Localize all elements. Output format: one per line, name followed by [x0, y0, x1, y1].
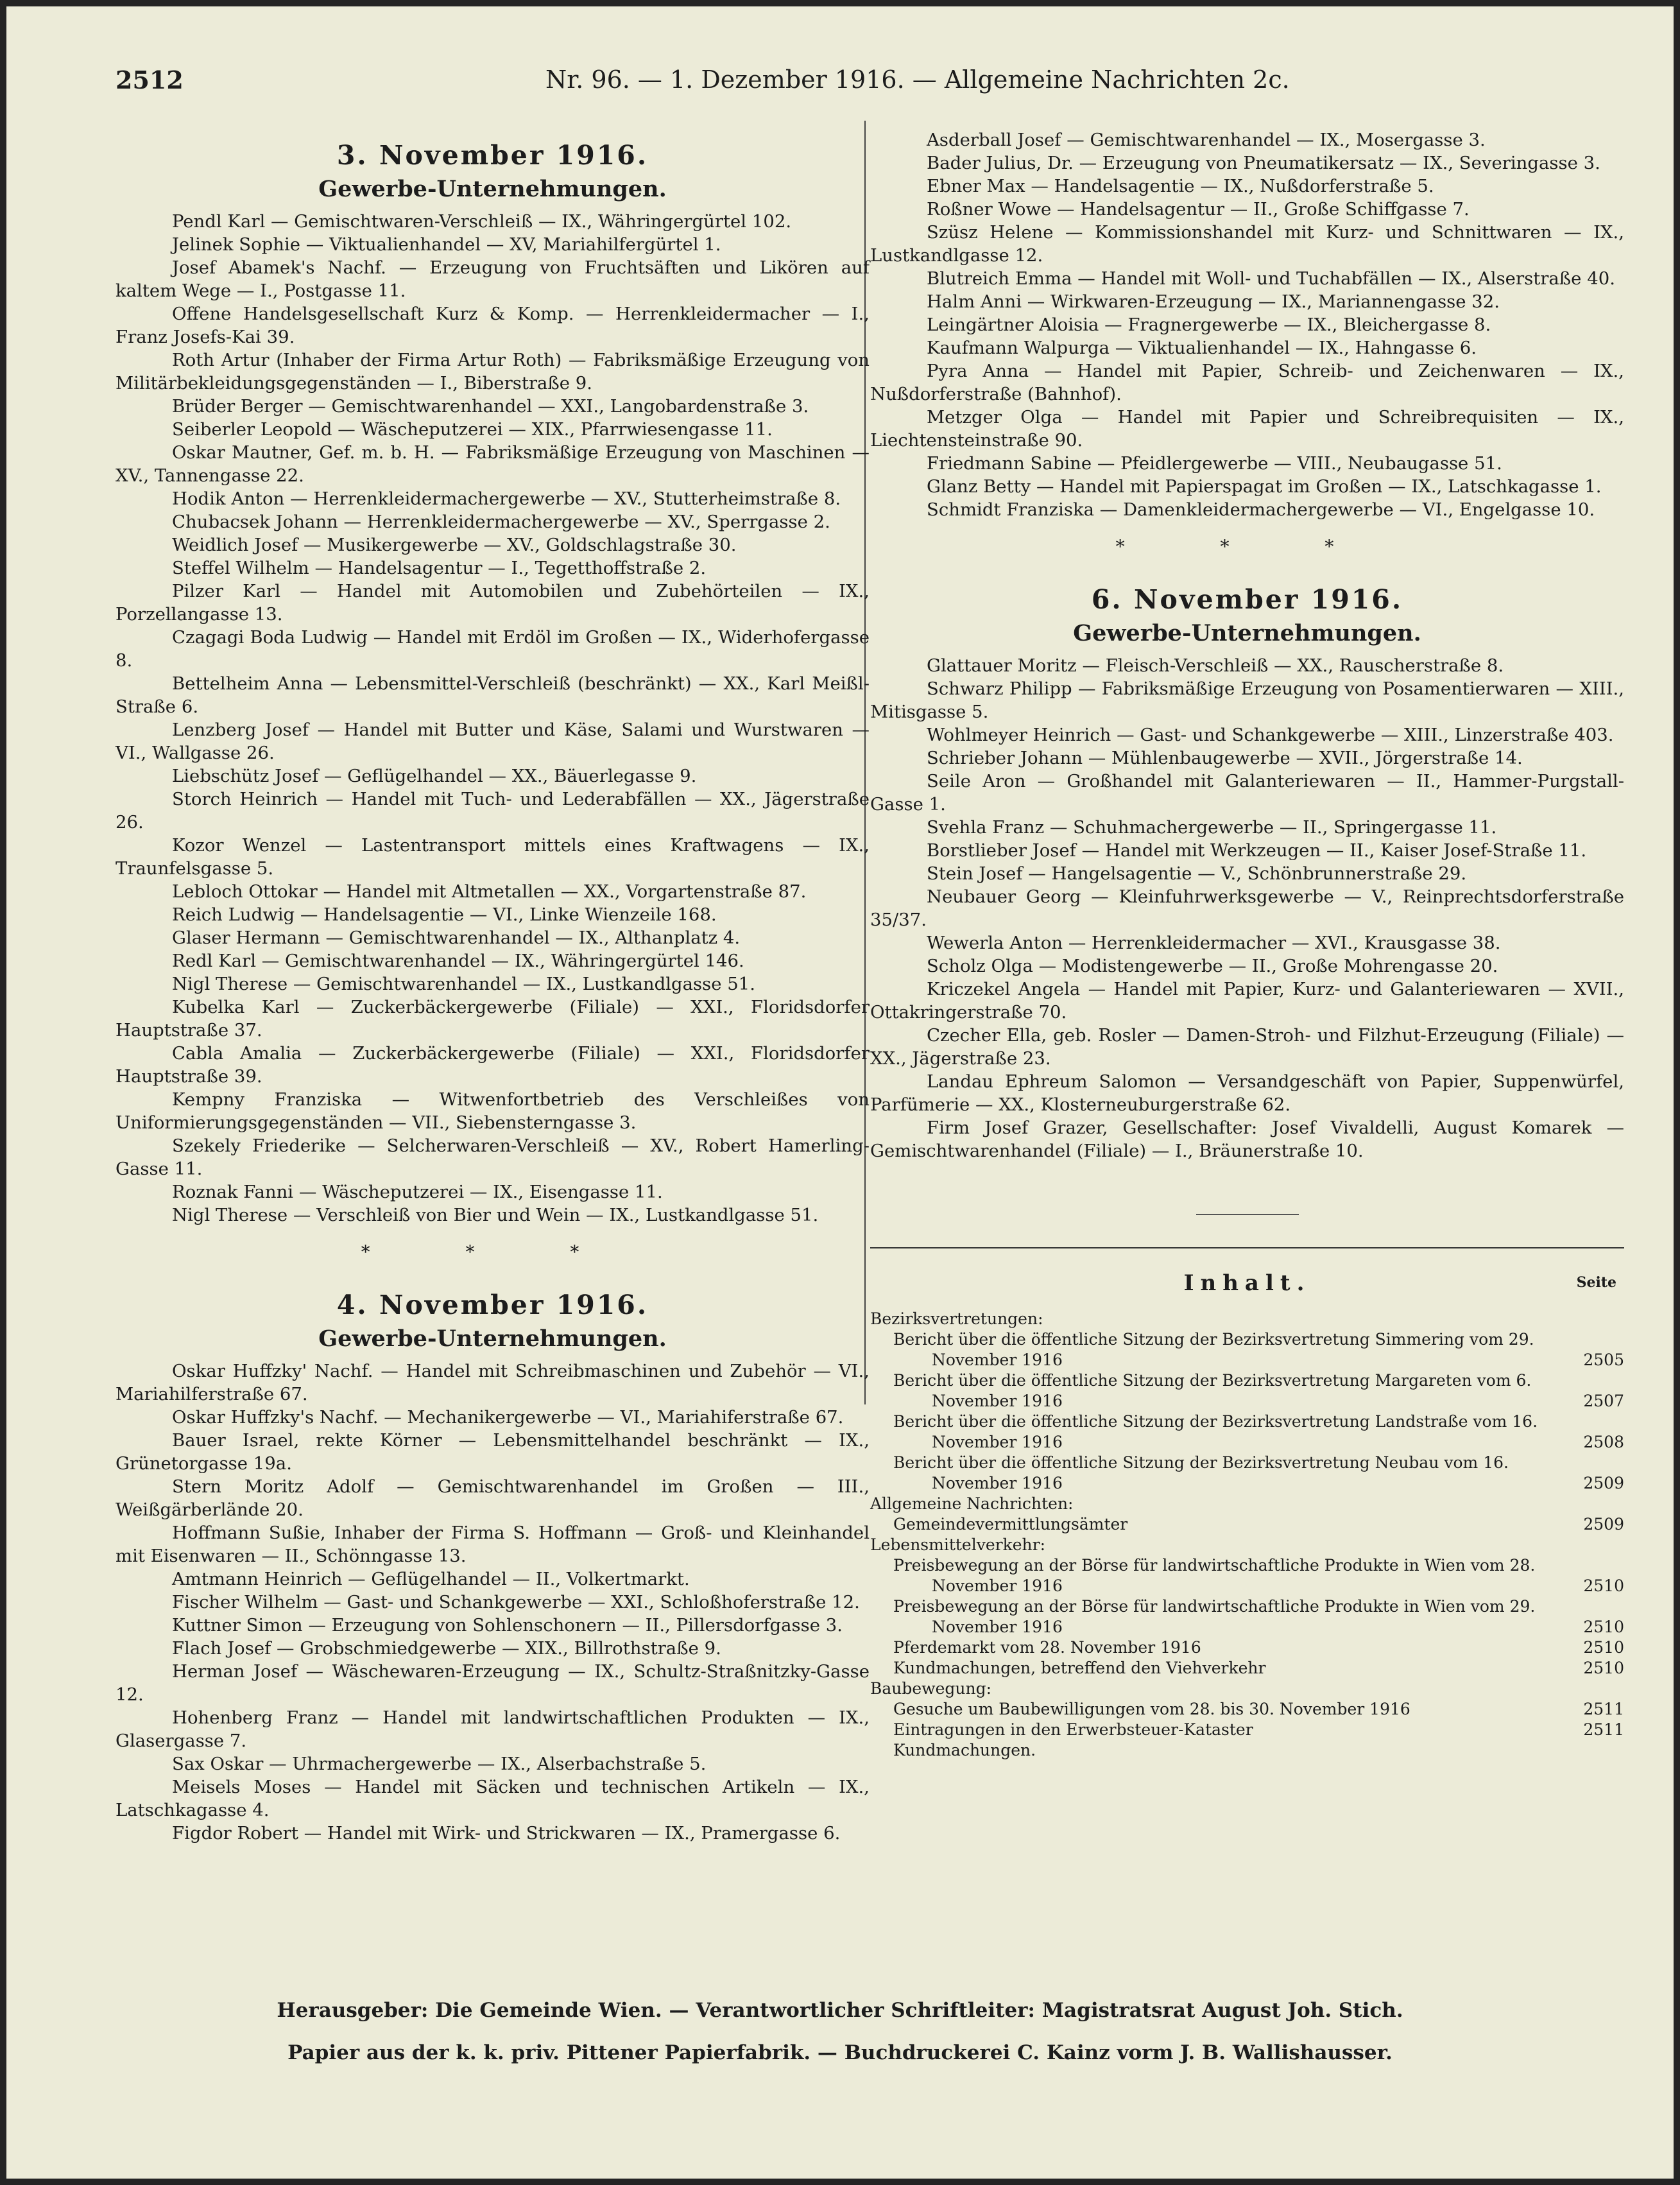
list-item: Offene Handelsgesellschaft Kurz & Komp. — Herrenkleidermacher — I., Franz Josefs-Kai 39. — [116, 304, 870, 347]
toc-entry-page: 2511 — [1583, 1700, 1624, 1718]
toc-divider — [870, 1247, 1624, 1248]
list-item: Schrieber Johann — Mühlenbaugewerbe — XVII., Jörgerstraße 14. — [927, 748, 1523, 768]
toc-entry-page: 2509 — [1583, 1515, 1624, 1533]
toc-entry-title: Kundmachungen. — [893, 1741, 1036, 1759]
list-item: Nigl Therese — Gemischtwarenhandel — IX., Lustkandlgasse 51. — [172, 974, 755, 994]
list-item: Hoffmann Sußie, Inhaber der Firma S. Hoffmann — Groß- und Kleinhandel mit Eisenwaren — II., Schönngasse 13. — [116, 1523, 870, 1566]
imprint-printer: Papier aus der k. k. priv. Pittener Papierfabrik. — Buchdruckerei C. Kainz vorm J. B. Wallishausser. — [287, 2041, 1393, 2064]
toc-entry-title: Bericht über die öffentliche Sitzung der Bezirksvertretung Margareten vom 6. November 1916 — [893, 1371, 1532, 1410]
page-number: 2512 — [116, 65, 184, 94]
section-subtitle-nov6: Gewerbe-Unternehmungen. — [1073, 620, 1421, 646]
toc-page-column-label: Seite — [1576, 1274, 1616, 1291]
list-item: Landau Ephreum Salomon — Versandgeschäft von Papier, Suppenwürfel, Parfümerie — XX., Klosterneuburgerstraße 62. — [870, 1071, 1624, 1115]
list-item: Kubelka Karl — Zuckerbäckergewerbe (Filiale) — XXI., Floridsdorfer Hauptstraße 37. — [116, 997, 870, 1041]
list-item: Glaser Hermann — Gemischtwarenhandel — IX., Althanplatz 4. — [172, 928, 741, 948]
imprint-publisher: Herausgeber: Die Gemeinde Wien. — Verantwortlicher Schriftleiter: Magistratsrat August Joh. Stich. — [277, 1999, 1403, 2022]
list-item: Szüsz Helene — Kommissionshandel mit Kurz- und Schnittwaren — IX., Lustkandlgasse 12. — [870, 222, 1624, 266]
toc-entry-page: 2511 — [1583, 1720, 1624, 1739]
list-item: Sax Oskar — Uhrmachergewerbe — IX., Alserbachstraße 5. — [172, 1754, 707, 1774]
toc-entry-title: Bericht über die öffentliche Sitzung der Bezirksvertretung Simmering vom 29. November 1916 — [893, 1330, 1534, 1369]
list-item: Oskar Mautner, Gef. m. b. H. — Fabriksmäßige Erzeugung von Maschinen — XV., Tannengasse 22. — [116, 442, 870, 486]
toc-entry — [870, 1658, 1624, 1679]
list-item: Weidlich Josef — Musikergewerbe — XV., Goldschlagstraße 30. — [172, 535, 737, 555]
toc-entry-title: Gesuche um Baubewilligungen vom 28. bis 30. November 1916 — [893, 1700, 1410, 1718]
toc-entry-title: Bericht über die öffentliche Sitzung der Bezirksvertretung Landstraße vom 16. November 1916 — [893, 1412, 1538, 1451]
toc-entry — [870, 1699, 1624, 1720]
list-item: Nigl Therese — Verschleiß von Bier und Wein — IX., Lustkandlgasse 51. — [172, 1205, 819, 1225]
toc-entry — [870, 1329, 1624, 1370]
list-item: Oskar Huffzky' Nachf. — Handel mit Schreibmaschinen und Zubehör — VI., Mariahilferstraße 67. — [116, 1361, 870, 1404]
toc-entry-title: Preisbewegung an der Börse für landwirtschaftliche Produkte in Wien vom 29. November 1916 — [893, 1597, 1536, 1636]
list-item: Brüder Berger — Gemischtwarenhandel — XXI., Langobardenstraße 3. — [172, 396, 809, 417]
toc-entry-page: 2505 — [1583, 1351, 1624, 1369]
list-item: Redl Karl — Gemischtwarenhandel — IX., Währingergürtel 146. — [172, 951, 744, 971]
list-item: Hohenberg Franz — Handel mit landwirtschaftlichen Produkten — IX., Glasergasse 7. — [116, 1707, 870, 1751]
toc-entry — [870, 1637, 1624, 1658]
toc-group-label: Baubewegung: — [870, 1679, 992, 1698]
list-item: Borstlieber Josef — Handel mit Werkzeugen — II., Kaiser Josef-Straße 11. — [927, 840, 1587, 861]
toc-group-label: Lebensmittelverkehr: — [870, 1535, 1045, 1554]
newspaper-sheet — [6, 6, 1674, 2179]
toc-entry-title: Bericht über die öffentliche Sitzung der Bezirksvertretung Neubau vom 16. November 1916 — [893, 1453, 1509, 1492]
toc-entry-page: 2510 — [1583, 1576, 1624, 1595]
toc-entry-title: Gemeindevermittlungsämter — [893, 1515, 1128, 1533]
list-item: Asderball Josef — Gemischtwarenhandel — IX., Mosergasse 3. — [927, 130, 1486, 150]
list-item: Seile Aron — Großhandel mit Galanteriewaren — II., Hammer-Purgstall-Gasse 1. — [870, 771, 1624, 815]
page-title: Nr. 96. — 1. Dezember 1916. — Allgemeine Nachrichten 2c. — [545, 65, 1290, 94]
toc-header — [870, 1270, 1624, 1309]
list-item: Josef Abamek's Nachf. — Erzeugung von Fruchtsäften und Likören auf kaltem Wege — I., Postgasse 11. — [116, 257, 870, 301]
list-item: Bauer Israel, rekte Körner — Lebensmittelhandel beschränkt — IX., Grünetorgasse 19a. — [116, 1430, 870, 1474]
section-separator-stars: * * * — [361, 1241, 624, 1263]
list-item: Seiberler Leopold — Wäscheputzerei — XIX., Pfarrwiesengasse 11. — [172, 419, 773, 440]
list-item: Roznak Fanni — Wäscheputzerei — IX., Eisengasse 11. — [172, 1182, 663, 1202]
list-item: Neubauer Georg — Kleinfuhrwerksgewerbe — V., Reinprechtsdorferstraße 35/37. — [870, 886, 1624, 930]
list-item: Pendl Karl — Gemischtwaren-Verschleiß — IX., Währingergürtel 102. — [172, 211, 792, 232]
list-item: Storch Heinrich — Handel mit Tuch- und Lederabfällen — XX., Jägerstraße 26. — [116, 789, 870, 833]
list-item: Kempny Franziska — Witwenfortbetrieb des Verschleißes von Uniformierungsgegenständen — VII., Siebensterngasse 3. — [116, 1089, 870, 1133]
toc-entry-title: Eintragungen in den Erwerbsteuer-Kataster — [893, 1720, 1253, 1739]
toc-entry-page: 2507 — [1583, 1392, 1624, 1410]
toc-entry — [870, 1555, 1624, 1596]
toc-entry-title: Kundmachungen, betreffend den Viehverkehr — [893, 1659, 1266, 1677]
list-item: Kozor Wenzel — Lastentransport mittels eines Kraftwagens — IX., Traunfelsgasse 5. — [116, 835, 870, 879]
list-item: Kaufmann Walpurga — Viktualienhandel — IX., Hahngasse 6. — [927, 338, 1477, 358]
list-item: Lebloch Ottokar — Handel mit Altmetallen — XX., Vorgartenstraße 87. — [172, 881, 807, 902]
toc-entry-page: 2510 — [1583, 1659, 1624, 1677]
toc-title: Inhalt. — [1183, 1270, 1311, 1296]
toc-group-label: Bezirksvertretungen: — [870, 1309, 1043, 1328]
list-item: Firm Josef Grazer, Gesellschafter: Josef Vivaldelli, August Komarek — Gemischtwarenhandel (Filiale) — I., Bräunerstraße 10. — [870, 1118, 1624, 1161]
list-item: Jelinek Sophie — Viktualienhandel — XV, Mariahilfergürtel 1. — [172, 234, 721, 255]
list-item: Meisels Moses — Handel mit Säcken und technischen Artikeln — IX., Latschkagasse 4. — [116, 1777, 870, 1820]
section-date-nov6: 6. November 1916. — [1091, 584, 1403, 615]
list-item: Blutreich Emma — Handel mit Woll- und Tuchabfällen — IX., Alserstraße 40. — [927, 268, 1615, 289]
toc-entry-title: Preisbewegung an der Börse für landwirtschaftliche Produkte in Wien vom 28. November 1916 — [893, 1556, 1536, 1595]
toc-entry — [870, 1720, 1624, 1740]
list-item: Roth Artur (Inhaber der Firma Artur Roth) — Fabriksmäßige Erzeugung von Militärbekleidungsgegenständen — I., Biberstraße 9. — [116, 350, 870, 393]
table-of-contents — [870, 1309, 1624, 1761]
entry-list-nov6 — [870, 654, 1624, 1162]
list-item: Cabla Amalia — Zuckerbäckergewerbe (Filiale) — XXI., Floridsdorfer Hauptstraße 39. — [116, 1043, 870, 1087]
toc-entry — [870, 1412, 1624, 1453]
list-item: Kriczekel Angela — Handel mit Papier, Kurz- und Galanteriewaren — XVII., Ottakringerstraße 70. — [870, 979, 1624, 1023]
section-subtitle-nov3: Gewerbe-Unternehmungen. — [318, 176, 667, 202]
list-item: Lenzberg Josef — Handel mit Butter und Käse, Salami und Wurstwaren — VI., Wallgasse 26. — [116, 720, 870, 763]
list-item: Steffel Wilhelm — Handelsagentur — I., Tegetthoffstraße 2. — [172, 558, 707, 578]
toc-entry — [870, 1596, 1624, 1637]
list-item: Roßner Wowe — Handelsagentur — II., Große Schiffgasse 7. — [927, 199, 1470, 220]
list-item: Wewerla Anton — Herrenkleidermacher — XVI., Krausgasse 38. — [927, 933, 1501, 953]
list-item: Oskar Huffzky's Nachf. — Mechanikergewerbe — VI., Mariahiferstraße 67. — [172, 1407, 844, 1428]
list-item: Kuttner Simon — Erzeugung von Sohlenschonern — II., Pillersdorfgasse 3. — [172, 1615, 843, 1636]
list-item: Amtmann Heinrich — Geflügelhandel — II., Volkertmarkt. — [172, 1569, 690, 1589]
toc-entry-page: 2509 — [1583, 1474, 1624, 1492]
list-item: Bettelheim Anna — Lebensmittel-Verschleiß (beschränkt) — XX., Karl Meißl-Straße 6. — [116, 673, 870, 717]
entry-list-nov4-continued — [870, 128, 1624, 521]
list-item: Liebschütz Josef — Geflügelhandel — XX., Bäuerlegasse 9. — [172, 766, 697, 786]
list-item: Glanz Betty — Handel mit Papierspagat im Großen — IX., Latschkagasse 1. — [927, 476, 1602, 497]
left-column — [116, 128, 870, 1845]
list-item: Czecher Ella, geb. Rosler — Damen-Stroh- und Filzhut-Erzeugung (Filiale) — XX., Jägerstraße 23. — [870, 1025, 1624, 1069]
list-item: Szekely Friederike — Selcherwaren-Verschleiß — XV., Robert Hamerling-Gasse 11. — [116, 1136, 870, 1179]
section-separator-stars: * * * — [1115, 536, 1379, 557]
toc-entry-page: 2508 — [1583, 1433, 1624, 1451]
list-item: Pyra Anna — Handel mit Papier, Schreib- und Zeichenwaren — IX., Nußdorferstraße (Bahnhof). — [870, 361, 1624, 404]
list-item: Stein Josef — Hangelsagentie — V., Schönbrunnerstraße 29. — [927, 863, 1467, 884]
list-item: Metzger Olga — Handel mit Papier und Schreibrequisiten — IX., Liechtensteinstraße 90. — [870, 407, 1624, 451]
list-item: Friedmann Sabine — Pfeidlergewerbe — VIII., Neubaugasse 51. — [927, 453, 1502, 474]
right-column — [870, 128, 1624, 1761]
list-item: Scholz Olga — Modistengewerbe — II., Große Mohrengasse 20. — [927, 956, 1498, 976]
toc-entry-page: 2510 — [1583, 1618, 1624, 1636]
list-item: Czagagi Boda Ludwig — Handel mit Erdöl im Großen — IX., Widerhofergasse 8. — [116, 627, 870, 671]
section-date-nov4: 4. November 1916. — [336, 1290, 649, 1320]
toc-entry-title: Pferdemarkt vom 28. November 1916 — [893, 1638, 1201, 1657]
toc-entry — [870, 1514, 1624, 1535]
toc-entry-page: 2510 — [1583, 1638, 1624, 1657]
list-item: Herman Josef — Wäschewaren-Erzeugung — IX., Schultz-Straßnitzky-Gasse 12. — [116, 1661, 870, 1705]
entry-list-nov4 — [116, 1360, 870, 1845]
section-date-nov3: 3. November 1916. — [336, 140, 649, 171]
list-item: Glattauer Moritz — Fleisch-Verschleiß — XX., Rauscherstraße 8. — [927, 655, 1504, 676]
list-item: Stern Moritz Adolf — Gemischtwarenhandel im Großen — III., Weißgärberlände 20. — [116, 1476, 870, 1520]
section-subtitle-nov4: Gewerbe-Unternehmungen. — [318, 1326, 667, 1352]
list-item: Svehla Franz — Schuhmachergewerbe — II., Springergasse 11. — [927, 817, 1497, 838]
list-item: Flach Josef — Grobschmiedgewerbe — XIX., Billrothstraße 9. — [172, 1638, 721, 1659]
list-item: Figdor Robert — Handel mit Wirk- und Strickwaren — IX., Pramergasse 6. — [172, 1823, 841, 1844]
list-item: Ebner Max — Handelsagentie — IX., Nußdorferstraße 5. — [927, 176, 1434, 196]
list-item: Hodik Anton — Herrenkleidermachergewerbe — XV., Stutterheimstraße 8. — [172, 488, 841, 509]
toc-entry — [870, 1453, 1624, 1494]
toc-entry — [870, 1370, 1624, 1412]
short-divider — [1196, 1214, 1299, 1215]
list-item: Wohlmeyer Heinrich — Gast- und Schankgewerbe — XIII., Linzerstraße 403. — [927, 725, 1614, 745]
list-item: Fischer Wilhelm — Gast- und Schankgewerbe — XXI., Schloßhoferstraße 12. — [172, 1592, 860, 1612]
entry-list-nov3 — [116, 210, 870, 1227]
list-item: Schwarz Philipp — Fabriksmäßige Erzeugung von Posamentierwaren — XIII., Mitisgasse 5. — [870, 678, 1624, 722]
list-item: Chubacsek Johann — Herrenkleidermachergewerbe — XV., Sperrgasse 2. — [172, 512, 830, 532]
list-item: Schmidt Franziska — Damenkleidermachergewerbe — VI., Engelgasse 10. — [927, 499, 1595, 520]
list-item: Reich Ludwig — Handelsagentie — VI., Linke Wienzeile 168. — [172, 904, 717, 925]
list-item: Halm Anni — Wirkwaren-Erzeugung — IX., Mariannengasse 32. — [927, 291, 1500, 312]
list-item: Leingärtner Aloisia — Fragnergewerbe — IX., Bleichergasse 8. — [927, 315, 1491, 335]
list-item: Pilzer Karl — Handel mit Automobilen und Zubehörteilen — IX., Porzellangasse 13. — [116, 581, 870, 625]
list-item: Bader Julius, Dr. — Erzeugung von Pneumatikersatz — IX., Severingasse 3. — [927, 153, 1600, 173]
toc-entry — [870, 1740, 1624, 1761]
toc-group-label: Allgemeine Nachrichten: — [870, 1494, 1074, 1513]
